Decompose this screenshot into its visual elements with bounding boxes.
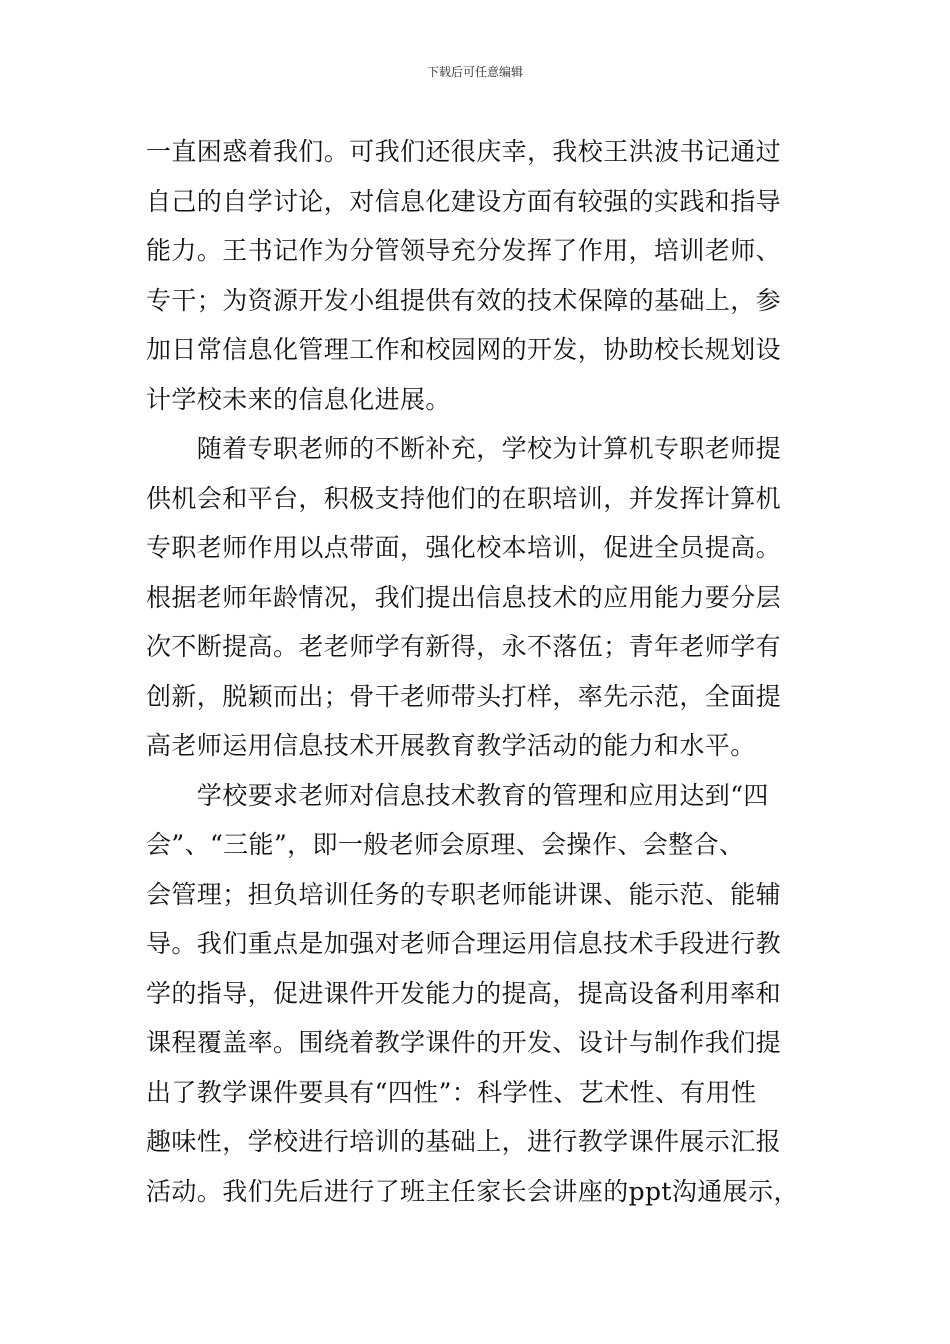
text-line: 加日常信息化管理工作和校园网的开发，协助校长规划设: [146, 335, 782, 364]
text-line: 学的指导，促进课件开发能力的提高，提高设备利用率和: [146, 978, 782, 1008]
text-line: 自己的自学讨论，对信息化建设方面有较强的实践和指导: [146, 186, 782, 216]
text-line: 随着专职老师的不断补充，学校为计算机专职老师提: [146, 434, 782, 463]
text-line: 能力。王书记作为分管领导充分发挥了作用，培训老师、: [146, 236, 782, 265]
text-line: 活动。我们先后进行了班主任家长会讲座的ppt沟通展示，: [146, 1176, 799, 1206]
body-text: [146, 127, 816, 1216]
text-line: 一直困惑着我们。可我们还很庆幸，我校王洪波书记通过: [146, 137, 782, 166]
text-line: 会管理；担负培训任务的专职老师能讲课、能示范、能辅: [146, 879, 782, 909]
text-line: 高老师运用信息技术开展教育教学活动的能力和水平。: [146, 731, 756, 760]
text-line: 专职老师作用以点带面，强化校本培训，促进全员提高。: [146, 533, 782, 562]
text-line: 学校要求老师对信息技术教育的管理和应用达到“四: [146, 780, 769, 810]
text-line: 创新，脱颖而出；骨干老师带头打样，率先示范，全面提: [146, 681, 782, 711]
text-line: 专干；为资源开发小组提供有效的技术保障的基础上，参: [146, 285, 782, 315]
text-line: 会”、“三能”，即一般老师会原理、会操作、会整合、: [146, 830, 745, 859]
text-line: 供机会和平台，积极支持他们的在职培训，并发挥计算机: [146, 483, 782, 513]
text-line: 根据老师年龄情况，我们提出信息技术的应用能力要分层: [146, 582, 782, 612]
text-line: 出了教学课件要具有“四性”：科学性、艺术性、有用性: [146, 1077, 757, 1107]
page-header: 下载后可任意编辑: [426, 65, 523, 79]
text-line: 计学校未来的信息化进展。: [146, 384, 451, 414]
text-line: 趣味性，学校进行培训的基础上，进行教学课件展示汇报: [146, 1127, 782, 1156]
text-line: 导。我们重点是加强对老师合理运用信息技术手段进行教: [146, 929, 782, 958]
text-line: 课程覆盖率。围绕着教学课件的开发、设计与制作我们提: [146, 1028, 782, 1057]
text-line: 次不断提高。老老师学有新得，永不落伍；青年老师学有: [146, 632, 782, 661]
